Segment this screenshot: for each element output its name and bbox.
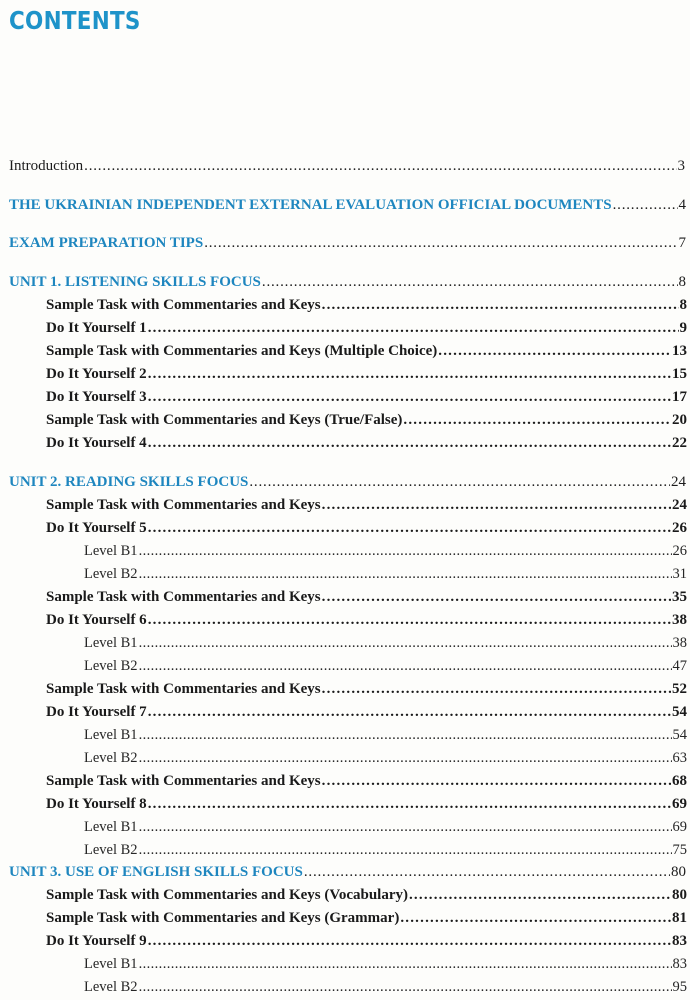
dot-leader xyxy=(139,842,672,859)
toc-page-number: 15 xyxy=(672,366,687,382)
toc-entry-title: Do It Yourself 5 xyxy=(46,520,147,536)
toc-entry[interactable] xyxy=(9,864,686,884)
toc-entry-title: Sample Task with Commentaries and Keys xyxy=(46,589,321,605)
dot-leader xyxy=(148,389,671,406)
toc-entry[interactable] xyxy=(46,297,687,317)
dot-leader xyxy=(139,566,672,583)
toc-page-number: 8 xyxy=(678,274,686,290)
dot-leader xyxy=(322,681,671,698)
toc-entry[interactable] xyxy=(46,704,687,724)
toc-entry-title: Do It Yourself 4 xyxy=(46,435,147,451)
toc-entry[interactable] xyxy=(46,520,687,540)
toc-entry-title: Sample Task with Commentaries and Keys xyxy=(46,773,321,789)
dot-leader xyxy=(148,520,671,537)
dot-leader xyxy=(139,543,672,560)
toc-page-number: 80 xyxy=(672,887,687,903)
toc-entry-title: Introduction xyxy=(9,158,84,174)
dot-leader xyxy=(148,704,671,721)
toc-entry-title: Level B1 xyxy=(84,543,138,559)
dot-leader xyxy=(400,910,671,927)
dot-leader xyxy=(139,956,672,973)
toc-page-number: 26 xyxy=(672,520,687,536)
dot-leader xyxy=(249,474,670,491)
toc-entry[interactable] xyxy=(84,543,687,563)
toc-page-number: 54 xyxy=(672,704,687,720)
toc-page-number: 75 xyxy=(672,842,687,858)
dot-leader xyxy=(84,158,676,175)
toc-entry[interactable] xyxy=(46,435,687,455)
dot-leader xyxy=(139,727,672,744)
toc-page-number: 24 xyxy=(671,474,686,490)
toc-entry-title: Do It Yourself 2 xyxy=(46,366,147,382)
toc-page-number: 95 xyxy=(672,979,687,995)
toc-page-number: 35 xyxy=(672,589,687,605)
toc-entry-title: Do It Yourself 6 xyxy=(46,612,147,628)
toc-page-number: 80 xyxy=(671,864,686,880)
toc-page-number: 68 xyxy=(672,773,687,789)
toc-entry[interactable] xyxy=(46,910,687,930)
dot-leader xyxy=(322,773,671,790)
toc-entry[interactable] xyxy=(84,750,687,770)
dot-leader xyxy=(139,979,672,996)
toc-entry-title: Sample Task with Commentaries and Keys (Multiple Choice) xyxy=(46,343,438,359)
toc-entry-title: THE UKRAINIAN INDEPENDENT EXTERNAL EVALUATION OFFICIAL DOCUMENTS xyxy=(9,197,612,213)
toc-entry[interactable] xyxy=(46,366,687,386)
toc-entry-title: UNIT 2. READING SKILLS FOCUS xyxy=(9,474,249,490)
dot-leader xyxy=(304,864,670,881)
toc-page-number: 3 xyxy=(677,158,685,174)
dot-leader xyxy=(148,366,671,383)
toc-entry[interactable] xyxy=(84,979,687,999)
toc-entry[interactable] xyxy=(46,320,687,340)
dot-leader xyxy=(613,197,678,214)
dot-leader xyxy=(148,320,679,337)
toc-entry[interactable] xyxy=(46,412,687,432)
dot-leader xyxy=(148,933,671,950)
toc-entry-title: Level B1 xyxy=(84,819,138,835)
toc-entry-title: Level B2 xyxy=(84,750,138,766)
toc-entry[interactable] xyxy=(84,566,687,586)
toc-entry[interactable] xyxy=(84,635,687,655)
toc-entry-title: Do It Yourself 9 xyxy=(46,933,147,949)
toc-entry[interactable] xyxy=(84,842,687,862)
toc-entry[interactable] xyxy=(46,681,687,701)
toc-entry[interactable] xyxy=(46,389,687,409)
toc-entry-title: Level B2 xyxy=(84,658,138,674)
dot-leader xyxy=(148,612,671,629)
toc-entry-title: Level B2 xyxy=(84,979,138,995)
toc-entry[interactable] xyxy=(9,197,686,217)
toc-page-number: 54 xyxy=(672,727,687,743)
toc-entry[interactable] xyxy=(46,612,687,632)
toc-page-number: 38 xyxy=(672,635,687,651)
toc-entry-title: EXAM PREPARATION TIPS xyxy=(9,235,204,251)
toc-entry[interactable] xyxy=(46,887,687,907)
toc-entry[interactable] xyxy=(84,956,687,976)
toc-page-number: 83 xyxy=(672,956,687,972)
toc-entry-title: Level B1 xyxy=(84,727,138,743)
toc-entry[interactable] xyxy=(46,589,687,609)
toc-entry[interactable] xyxy=(9,235,686,255)
toc-entry[interactable] xyxy=(84,819,687,839)
toc-entry[interactable] xyxy=(9,274,686,294)
toc-entry-title: Sample Task with Commentaries and Keys xyxy=(46,497,321,513)
toc-entry-title: Level B1 xyxy=(84,956,138,972)
dot-leader xyxy=(262,274,678,291)
dot-leader xyxy=(139,635,672,652)
toc-entry-title: UNIT 1. LISTENING SKILLS FOCUS xyxy=(9,274,261,290)
toc-page-number: 69 xyxy=(672,819,687,835)
dot-leader xyxy=(322,589,671,606)
toc-page-number: 7 xyxy=(678,235,686,251)
toc-entry[interactable] xyxy=(9,474,686,494)
toc-entry-title: Sample Task with Commentaries and Keys (Vocabulary) xyxy=(46,887,408,903)
dot-leader xyxy=(139,819,672,836)
toc-entry-title: Do It Yourself 1 xyxy=(46,320,147,336)
toc-page-number: 83 xyxy=(672,933,687,949)
toc-page-number: 47 xyxy=(672,658,687,674)
toc-entry-title: Level B2 xyxy=(84,842,138,858)
toc-page-number: 20 xyxy=(672,412,687,428)
toc-page-number: 81 xyxy=(672,910,687,926)
toc-entry-title: Do It Yourself 3 xyxy=(46,389,147,405)
toc-entry[interactable] xyxy=(46,773,687,793)
toc-page-number: 4 xyxy=(678,197,686,213)
toc-page-number: 22 xyxy=(672,435,687,451)
toc-entry-title: Sample Task with Commentaries and Keys (True/False) xyxy=(46,412,403,428)
dot-leader xyxy=(139,750,672,767)
toc-page-number: 69 xyxy=(672,796,687,812)
toc-page-number: 26 xyxy=(672,543,687,559)
toc-entry[interactable] xyxy=(9,158,685,178)
page-title: CONTENTS xyxy=(9,6,141,35)
dot-leader xyxy=(409,887,671,904)
toc-page-number: 38 xyxy=(672,612,687,628)
dot-leader xyxy=(403,412,671,429)
toc-page-number: 17 xyxy=(672,389,687,405)
toc-entry-title: Sample Task with Commentaries and Keys (Grammar) xyxy=(46,910,400,926)
toc-entry[interactable] xyxy=(46,497,687,517)
toc-entry[interactable] xyxy=(46,933,687,953)
toc-entry-title: Sample Task with Commentaries and Keys xyxy=(46,297,321,313)
dot-leader xyxy=(204,235,677,252)
dot-leader xyxy=(322,497,671,514)
dot-leader xyxy=(438,343,671,360)
toc-page-number: 8 xyxy=(679,297,687,313)
toc-entry-title: Sample Task with Commentaries and Keys xyxy=(46,681,321,697)
dot-leader xyxy=(148,435,671,452)
toc-entry-title: Level B2 xyxy=(84,566,138,582)
toc-page-number: 13 xyxy=(672,343,687,359)
toc-page-number: 52 xyxy=(672,681,687,697)
dot-leader xyxy=(139,658,672,675)
toc-entry-title: Do It Yourself 8 xyxy=(46,796,147,812)
toc-entry[interactable] xyxy=(46,796,687,816)
toc-page-number: 9 xyxy=(679,320,687,336)
toc-entry[interactable] xyxy=(46,343,687,363)
toc-entry-title: Level B1 xyxy=(84,635,138,651)
toc-entry[interactable] xyxy=(84,727,687,747)
toc-entry[interactable] xyxy=(84,658,687,678)
dot-leader xyxy=(322,297,679,314)
toc-page-number: 63 xyxy=(672,750,687,766)
toc-page-number: 24 xyxy=(672,497,687,513)
dot-leader xyxy=(148,796,671,813)
toc-entry-title: Do It Yourself 7 xyxy=(46,704,147,720)
toc-entry-title: UNIT 3. USE OF ENGLISH SKILLS FOCUS xyxy=(9,864,303,880)
toc-page-number: 31 xyxy=(672,566,687,582)
